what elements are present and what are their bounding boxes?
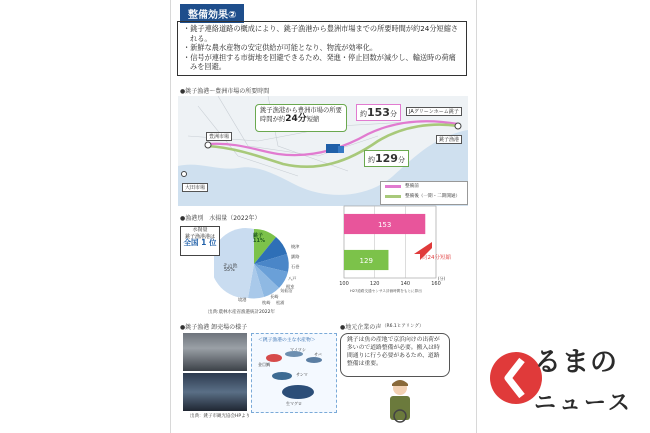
pie-label-choshi-pct: 11% <box>253 238 265 244</box>
legend-after-swatch <box>385 195 401 198</box>
annotation-label: 約24分短縮 <box>422 255 451 261</box>
map-section-title: ●銚子漁港～豊洲市場の所要時間 <box>180 88 270 95</box>
callout-text: 銚子漁港から豊洲市場の所要時間が約 <box>260 107 342 123</box>
logo-text-line1: るまの <box>534 347 618 378</box>
bar-value-label: 129 <box>359 257 373 265</box>
pie-section-title: ●漁港別 水揚量（2022年） <box>180 215 261 222</box>
after-prefix: 約 <box>368 156 375 164</box>
legend-before-label: 整備前 <box>405 184 419 189</box>
before-time-tag <box>356 104 401 121</box>
pie-label: 枕崎 <box>262 300 271 305</box>
fish-panel <box>251 333 337 413</box>
pie-callout-line1: 水揚量 <box>192 227 208 233</box>
map-callout <box>255 104 347 132</box>
bar-chart <box>336 202 456 294</box>
fish-label: 金目鯛 <box>258 362 270 367</box>
kuruma-news-logo <box>488 330 638 425</box>
pie-label: 松浦 <box>276 300 285 305</box>
place-toyosu: 豊洲市場 <box>206 132 232 141</box>
pie-label: 八戸 <box>288 276 297 281</box>
callout-suffix: 短縮 <box>306 116 320 123</box>
pie-label: 長崎 <box>270 294 279 299</box>
pie-label-others-pct: 55% <box>224 268 235 273</box>
fish-label: マイワシ <box>290 347 306 352</box>
legend-after-label: 整備後（一期・二期開通） <box>405 194 461 199</box>
chart-source: H27道路交通センサス評価時間をもとに算出 <box>350 289 422 293</box>
callout-value: 24分 <box>285 114 307 124</box>
place-ja: JAグリーンホーム銚子 <box>406 107 462 116</box>
place-choshi: 銚子漁港 <box>436 135 462 144</box>
before-value: 153 <box>367 106 390 119</box>
fish-label: サンマ <box>296 372 308 377</box>
x-tick-label: 120 <box>369 281 380 287</box>
pie-callout <box>180 226 220 256</box>
summary-bullet: ・新鮮な農水産物の安定供給が可能となり、物流が効率化。 <box>183 43 378 53</box>
logo-text-line2: ニュース <box>534 391 633 416</box>
x-tick-label: 160 <box>431 281 441 287</box>
fish-label: 生マグロ <box>286 401 302 406</box>
market-photo-bottom <box>183 373 247 411</box>
pie-callout-line3: 全国 1 位 <box>183 238 217 247</box>
after-unit: 分 <box>397 156 405 164</box>
businessman-illustration <box>378 378 422 428</box>
x-tick-label: 140 <box>400 281 411 287</box>
market-section-title: ●銚子漁港 卸売場の様子 <box>180 324 248 331</box>
summary-bullet: ・銚子連絡道路の概成により、銚子漁港から豊洲市場までの所要時間が約24分短縮される。 <box>183 24 459 43</box>
pie-label: 釧路 <box>291 254 300 259</box>
pie-label: 根室 <box>286 284 295 289</box>
voice-section-note: （R6.1ヒアリング） <box>382 324 424 329</box>
after-value: 129 <box>375 152 398 165</box>
pie-label-choshi: 銚子 <box>253 233 264 239</box>
after-time-tag <box>364 150 409 167</box>
pie-callout-line2: 銚子漁港港は <box>184 233 215 240</box>
summary-box <box>177 21 467 76</box>
voice-section-title: ●地元企業の声 <box>340 324 382 331</box>
pie-label: 焼津 <box>291 244 300 249</box>
place-ota: 大田市場 <box>182 183 208 192</box>
pie-source: 出典:農林水産省漁港統計2022年 <box>208 310 275 315</box>
photo-caption: 出典：銚子市観光協会HPより <box>190 414 251 419</box>
before-unit: 分 <box>389 110 397 118</box>
pie-label: 境港 <box>238 297 247 302</box>
before-prefix: 約 <box>360 110 367 118</box>
bar-value-label: 153 <box>377 221 392 229</box>
pie-label-others: その他 <box>223 264 238 269</box>
fish-label: サバ <box>314 352 322 357</box>
pie-label: 石巻 <box>291 264 300 269</box>
summary-bullet: ・信号が連担する市街地を回避できるため、発進・停止回数が減少し、輸送時の荷痛みを回避。 <box>183 52 456 72</box>
x-tick-label: 100 <box>339 281 349 287</box>
page-title: 整備効果② <box>180 4 244 23</box>
unit-label: (分) <box>438 276 446 281</box>
legend-before-swatch <box>385 185 401 188</box>
pie-label: 気仙沼 <box>280 288 293 293</box>
voice-speech-bubble: 銚子は魚の産地で京浜向けの出荷が多いので道路整備が必要。搬入は時間通りに行う必要があるため、道路整備は重要。 <box>340 333 450 377</box>
market-photo-top <box>183 333 247 371</box>
fish-panel-title: ＜銚子漁港の主な水産物＞ <box>258 338 316 343</box>
